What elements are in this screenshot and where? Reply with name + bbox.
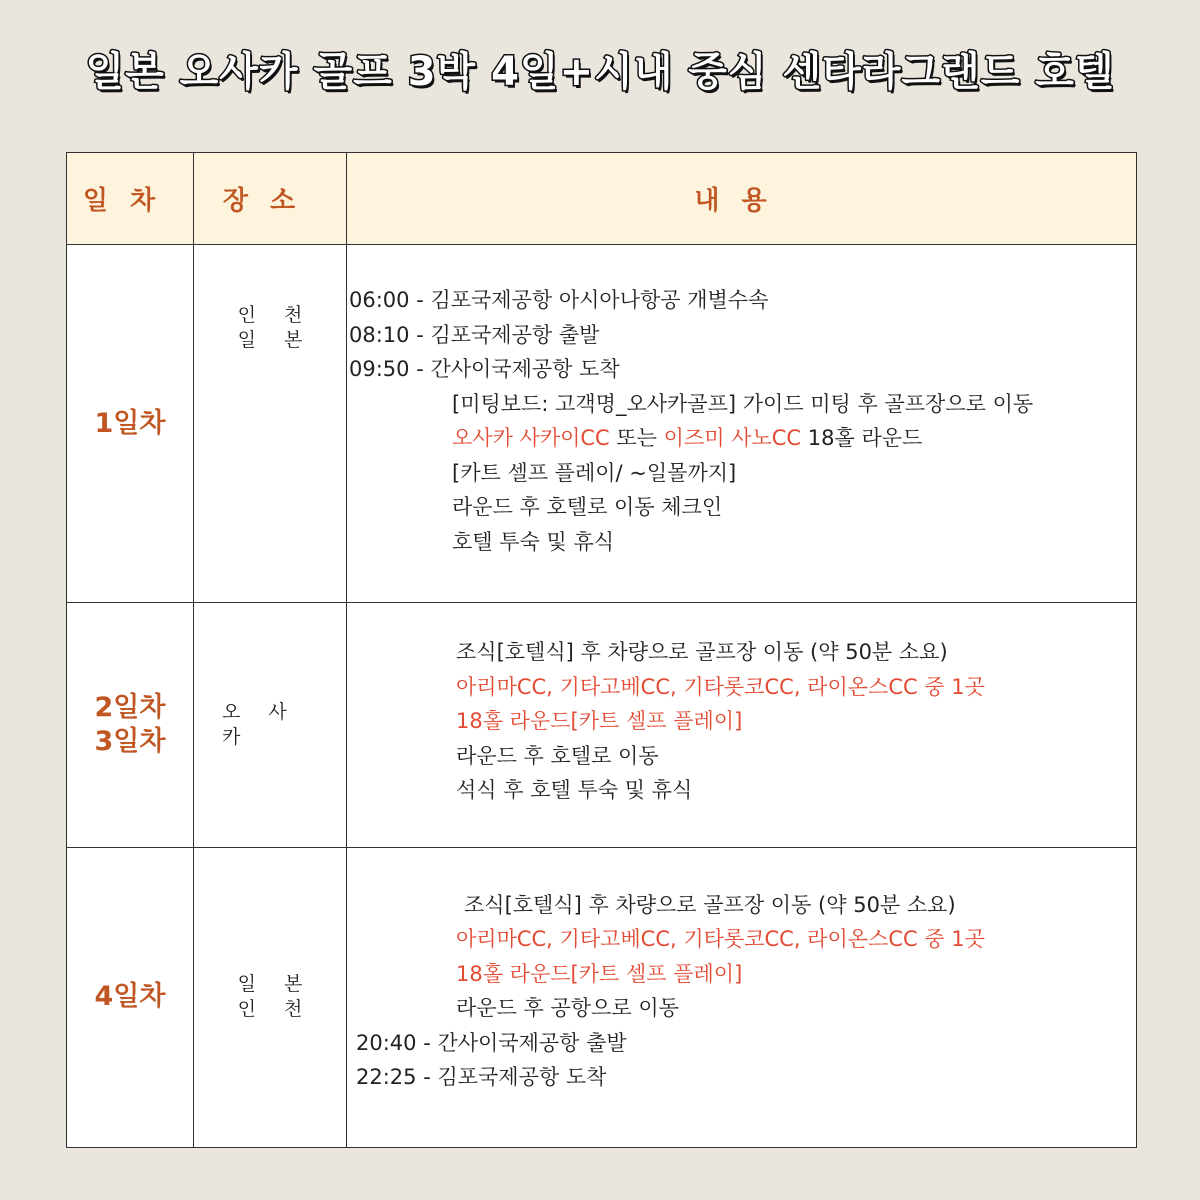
place-line: 인천 <box>237 998 331 1021</box>
place-line: 오사카 <box>222 701 315 749</box>
schedule-line: 라운드 후 공항으로 이동 <box>456 996 679 1021</box>
page-title: 일본 오사카 골프 3박 4일+시내 중심 센타라그랜드 호텔 <box>85 49 1115 95</box>
schedule-line: 아리마CC, 기타고베CC, 기타롯코CC, 라이온스CC 중 1곳 <box>456 674 985 699</box>
schedule-line: 06:00 - 김포국제공항 아시아나항공 개별수속 <box>349 288 769 312</box>
course-highlight: 오사카 사카이CC <box>452 426 610 450</box>
schedule-line: 석식 후 호텔 투숙 및 휴식 <box>456 778 693 803</box>
schedule-line: 20:40 - 간사이국제공항 출발 <box>356 1030 627 1055</box>
schedule-line: 아리마CC, 기타고베CC, 기타롯코CC, 라이온스CC 중 1곳 <box>456 927 985 952</box>
line-text: 18홀 라운드 <box>801 426 923 450</box>
schedule-line: 호텔 투숙 및 휴식 <box>452 529 615 554</box>
place-line: 일본 <box>237 973 331 996</box>
schedule-line: 조식[호텔식] 후 차량으로 골프장 이동 (약 50분 소요) <box>464 892 956 917</box>
schedule-line: 08:10 - 김포국제공항 출발 <box>349 322 600 347</box>
table-row-day2-3 <box>67 603 1137 847</box>
schedule-line: 22:25 - 김포국제공항 도착 <box>356 1065 607 1090</box>
place-line: 인천 <box>237 304 331 326</box>
content-cell <box>347 245 1137 603</box>
day-label: 3일차 <box>94 726 166 758</box>
header-row <box>67 153 1137 245</box>
schedule-table <box>66 152 1137 1148</box>
place-cell <box>194 847 347 1147</box>
table-row-day1 <box>67 245 1137 603</box>
schedule-line: 조식[호텔식] 후 차량으로 골프장 이동 (약 50분 소요) <box>456 640 948 665</box>
header-place: 장소 <box>194 153 347 245</box>
day-label: 2일차 <box>94 692 166 724</box>
day-cell: 4일차 <box>67 847 194 1147</box>
day-cell <box>67 603 194 847</box>
schedule-line: 라운드 후 호텔로 이동 체크인 <box>452 495 723 519</box>
line-text: 또는 <box>609 426 664 450</box>
schedule-line: 18홀 라운드[카트 셀프 플레이] <box>456 709 743 734</box>
header-content: 내용 <box>347 153 1137 245</box>
place-cell <box>194 603 347 847</box>
schedule-line: 라운드 후 호텔로 이동 <box>456 743 659 768</box>
course-highlight: 이즈미 사노CC <box>663 426 802 450</box>
content-cell <box>347 603 1137 847</box>
header-day: 일차 <box>67 153 194 245</box>
schedule-line: 09:50 - 간사이국제공항 도착 <box>349 357 620 381</box>
place-line: 일본 <box>237 329 331 351</box>
schedule-line <box>349 421 1136 456</box>
place-cell <box>194 245 347 603</box>
day-cell: 1일차 <box>67 245 194 603</box>
content-cell <box>347 847 1137 1147</box>
schedule-line: 18홀 라운드[카트 셀프 플레이] <box>456 961 743 986</box>
table-row-day4 <box>67 847 1137 1147</box>
schedule-line: [카트 셀프 플레이/ ~일몰까지] <box>452 460 737 485</box>
schedule-line: [미팅보드: 고객명_오사카골프] 가이드 미팅 후 골프장으로 이동 <box>452 391 1034 416</box>
